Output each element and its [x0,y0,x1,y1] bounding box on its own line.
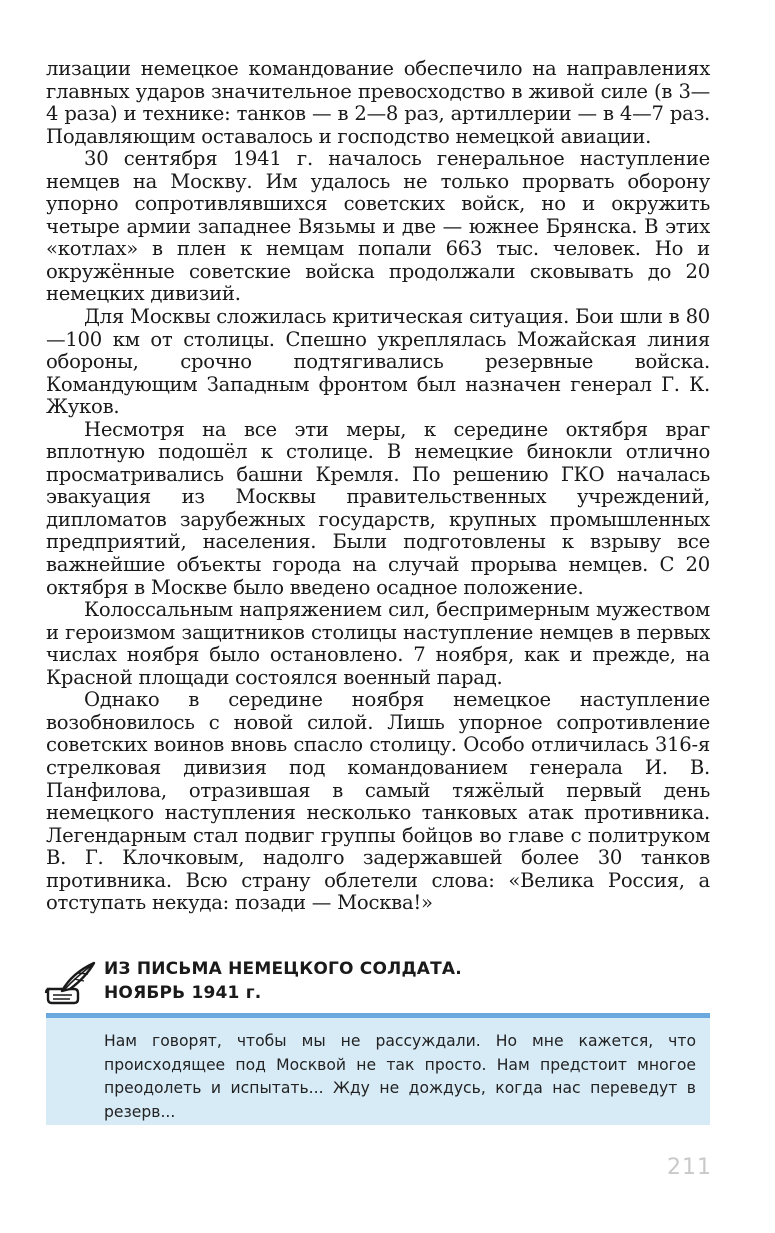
paragraph-6: Однако в середине ноября немецкое наступление возобновилось с новой силой. Лишь упорное сопротивление советских воинов вновь спасло столицу. Особо отличилась 316-я стрелковая дивизия под командованием генерала И. В. Панфилова, отразившая в самый тяжёлый первый день немецкого наступления несколько танковых атак противника. Легендарным стал подвиг группы бойцов во главе с политруком В. Г. Клочковым, надолго задержавшей более 30 танков противника. Всю страну облетели слова: «Велика Россия, а отступать некуда: позади — Москва!» [46,688,710,915]
paragraph-4: Несмотря на все эти меры, к середине октября враг вплотную подошёл к столице. В немецкие бинокли отлично просматривались башни Кремля. По решению ГКО началась эвакуация из Москвы правительственных учреждений, дипломатов зарубежных государств, крупных промышленных предприятий, населения. Были подготовлены к взрыву все важнейшие объекты города на случай прорыва немцев. С 20 октября в Москве было введено осадное положение. [46,417,710,599]
document-title-line-2: НОЯБРЬ 1941 г. [104,983,262,1003]
quill-document-icon [44,959,96,1005]
document-title-line-1: ИЗ ПИСЬМА НЕМЕЦКОГО СОЛДАТА. [104,959,462,979]
page-number: 211 [667,1155,712,1180]
document-header [44,955,710,1011]
document-excerpt-text: Нам говорят, чтобы мы не рассуждали. Но мне кажется, что происходящее под Москвой не так просто. Нам предстоит многое преодолеть и испытать... Жду не дождусь, когда нас переведут в резерв... [104,1032,696,1121]
paragraph-1: лизации немецкое командование обеспечило на направлениях главных ударов значительное превосходство в живой силе (в 3—4 раза) и технике: танков — в 2—8 раз, артиллерии — в 4—7 раз. Подавляющим оставалось и господство немецкой авиации. [46,57,710,148]
paragraph-3: Для Москвы сложилась критическая ситуация. Бои шли в 80—100 км от столицы. Спешно укреплялась Можайская линия обороны, срочно подтягивались резервные войска. Командующим Западным фронтом был назначен генерал Г. К. Жуков. [46,305,710,419]
paragraph-2: 30 сентября 1941 г. началось генеральное наступление немцев на Москву. Им удалось не только прорвать оборону упорно сопротивлявшихся советских войск, но и окружить четыре армии западнее Вязьмы и две — южнее Брянска. В этих «котлах» в плен к немцам попали 663 тыс. человек. Но и окружённые советские войска продолжали сковывать до 20 немецких дивизий. [46,147,710,306]
document-excerpt-box [46,1013,710,1125]
paragraph-5: Колоссальным напряжением сил, беспримерным мужеством и героизмом защитников столицы наступление немцев в первых числах ноября было остановлено. 7 ноября, как и прежде, на Красной площади состоялся военный парад. [46,598,710,689]
main-text [46,58,710,915]
document-title [104,957,462,1005]
